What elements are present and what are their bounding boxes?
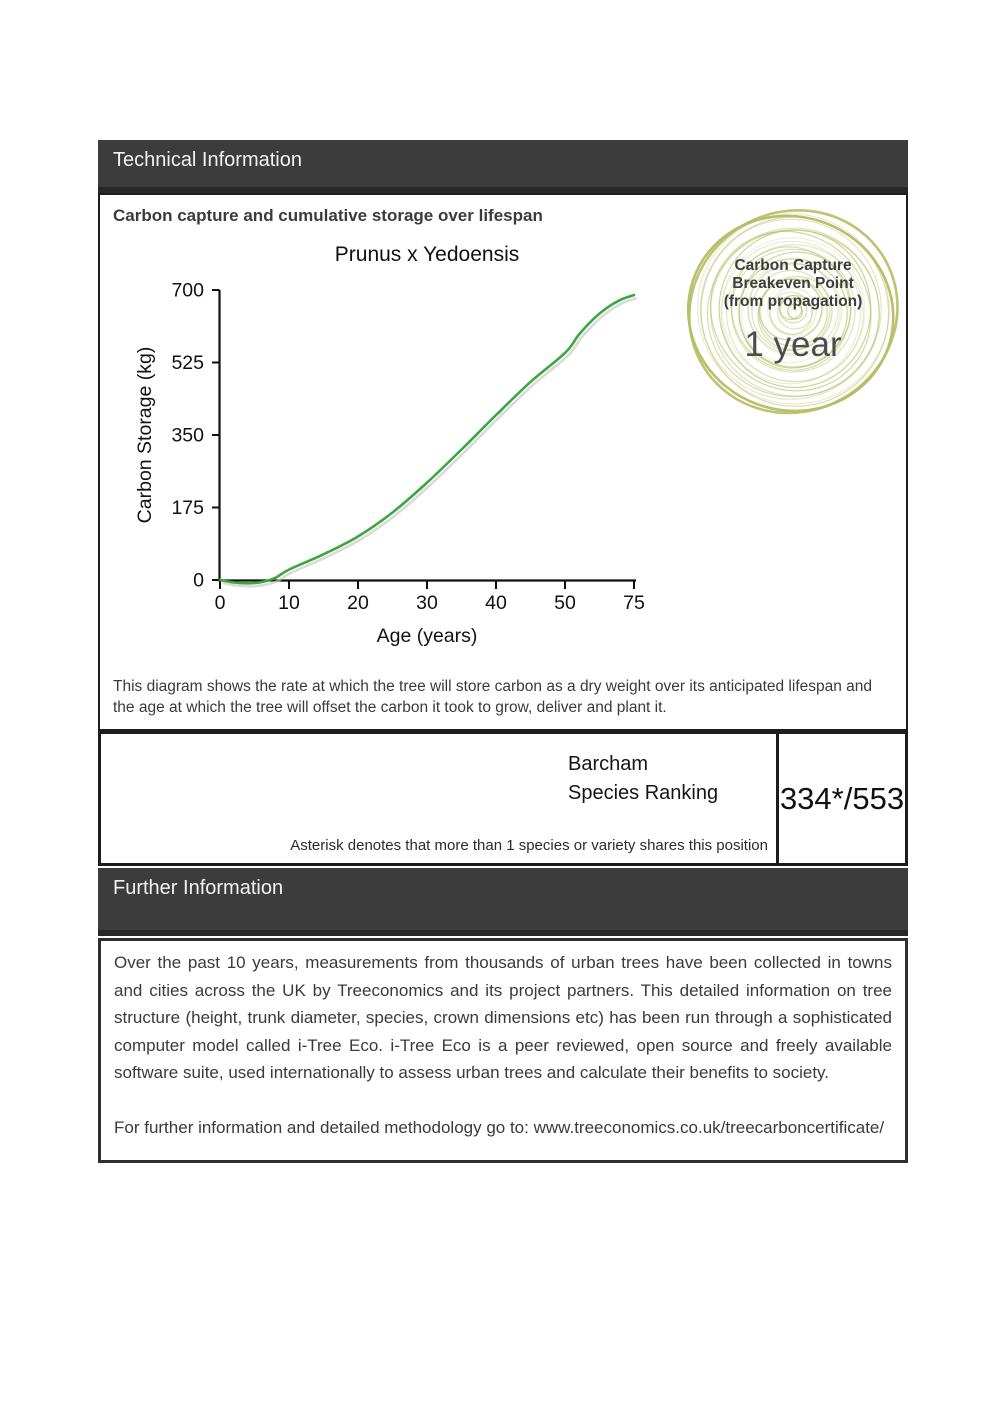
further-information-title: Further Information: [113, 877, 284, 899]
further-information-link-line: For further information and detailed methodology go to: www.treeconomics.co.uk/treecarboncertificate/: [114, 1117, 885, 1137]
breakeven-value: 1 year: [744, 325, 842, 364]
y-tick-label: 700: [171, 279, 204, 302]
carbon-chart-panel: [98, 193, 908, 731]
further-information-panel: [98, 938, 908, 1163]
certificate-page: [98, 140, 908, 1163]
species-ranking-panel: [98, 731, 908, 866]
x-tick-label: 50: [554, 592, 576, 614]
breakeven-badge-text: [685, 257, 901, 365]
badge-line-1: Carbon Capture: [734, 257, 852, 274]
technical-information-header: [98, 140, 908, 193]
ranking-footnote: Asterisk denotes that more than 1 species or variety shares this position: [290, 837, 768, 854]
y-tick-label: 0: [193, 569, 204, 592]
ranking-value: 334*/553: [779, 780, 905, 816]
breakeven-badge: [685, 203, 901, 419]
y-tick-label: 525: [171, 352, 204, 374]
chart-title: Prunus x Yedoensis: [334, 243, 520, 266]
ranking-label: [568, 750, 718, 808]
x-tick-label: 0: [214, 592, 226, 614]
further-information-paragraph: Over the past 10 years, measurements from thousands of urban trees have been collected in towns and cities across the UK by Treeconomics and its project partners. This detailed information on tree structure (height, trunk diameter, species, crown dimensions etc) has been run through a sophisticated computer model called i-Tree Eco. i-Tree Eco is a peer reviewed, open source and freely available software suite, used internationally to assess urban trees and calculate their benefits to society.: [114, 953, 892, 1083]
badge-line-2: Breakeven Point: [732, 275, 854, 292]
chart-description: This diagram shows the rate at which the tree will store carbon as a dry weight over its anticipated lifespan and the age at which the tree will offset the carbon it took to grow, deliver and plant it.: [113, 678, 873, 716]
ranking-label-line-1: Barcham: [568, 753, 649, 775]
x-tick-label: 40: [485, 592, 507, 614]
y-axis-label: Carbon Storage (kg): [134, 346, 156, 524]
ranking-label-line-2: Species Ranking: [568, 782, 719, 804]
chart-section-heading: Carbon capture and cumulative storage over lifespan: [113, 206, 543, 225]
carbon-storage-curve: [220, 295, 634, 583]
y-tick-label: 350: [171, 424, 204, 447]
x-axis-label: Age (years): [376, 625, 478, 647]
x-tick-label: 20: [347, 592, 369, 614]
further-information-header: [98, 868, 908, 936]
x-tick-label: 30: [416, 592, 438, 614]
technical-information-title: Technical Information: [113, 149, 302, 171]
x-tick-label: 10: [278, 592, 300, 614]
x-tick-label: 75: [623, 592, 645, 614]
badge-line-3: (from propagation): [723, 293, 863, 310]
y-tick-label: 175: [171, 497, 204, 519]
